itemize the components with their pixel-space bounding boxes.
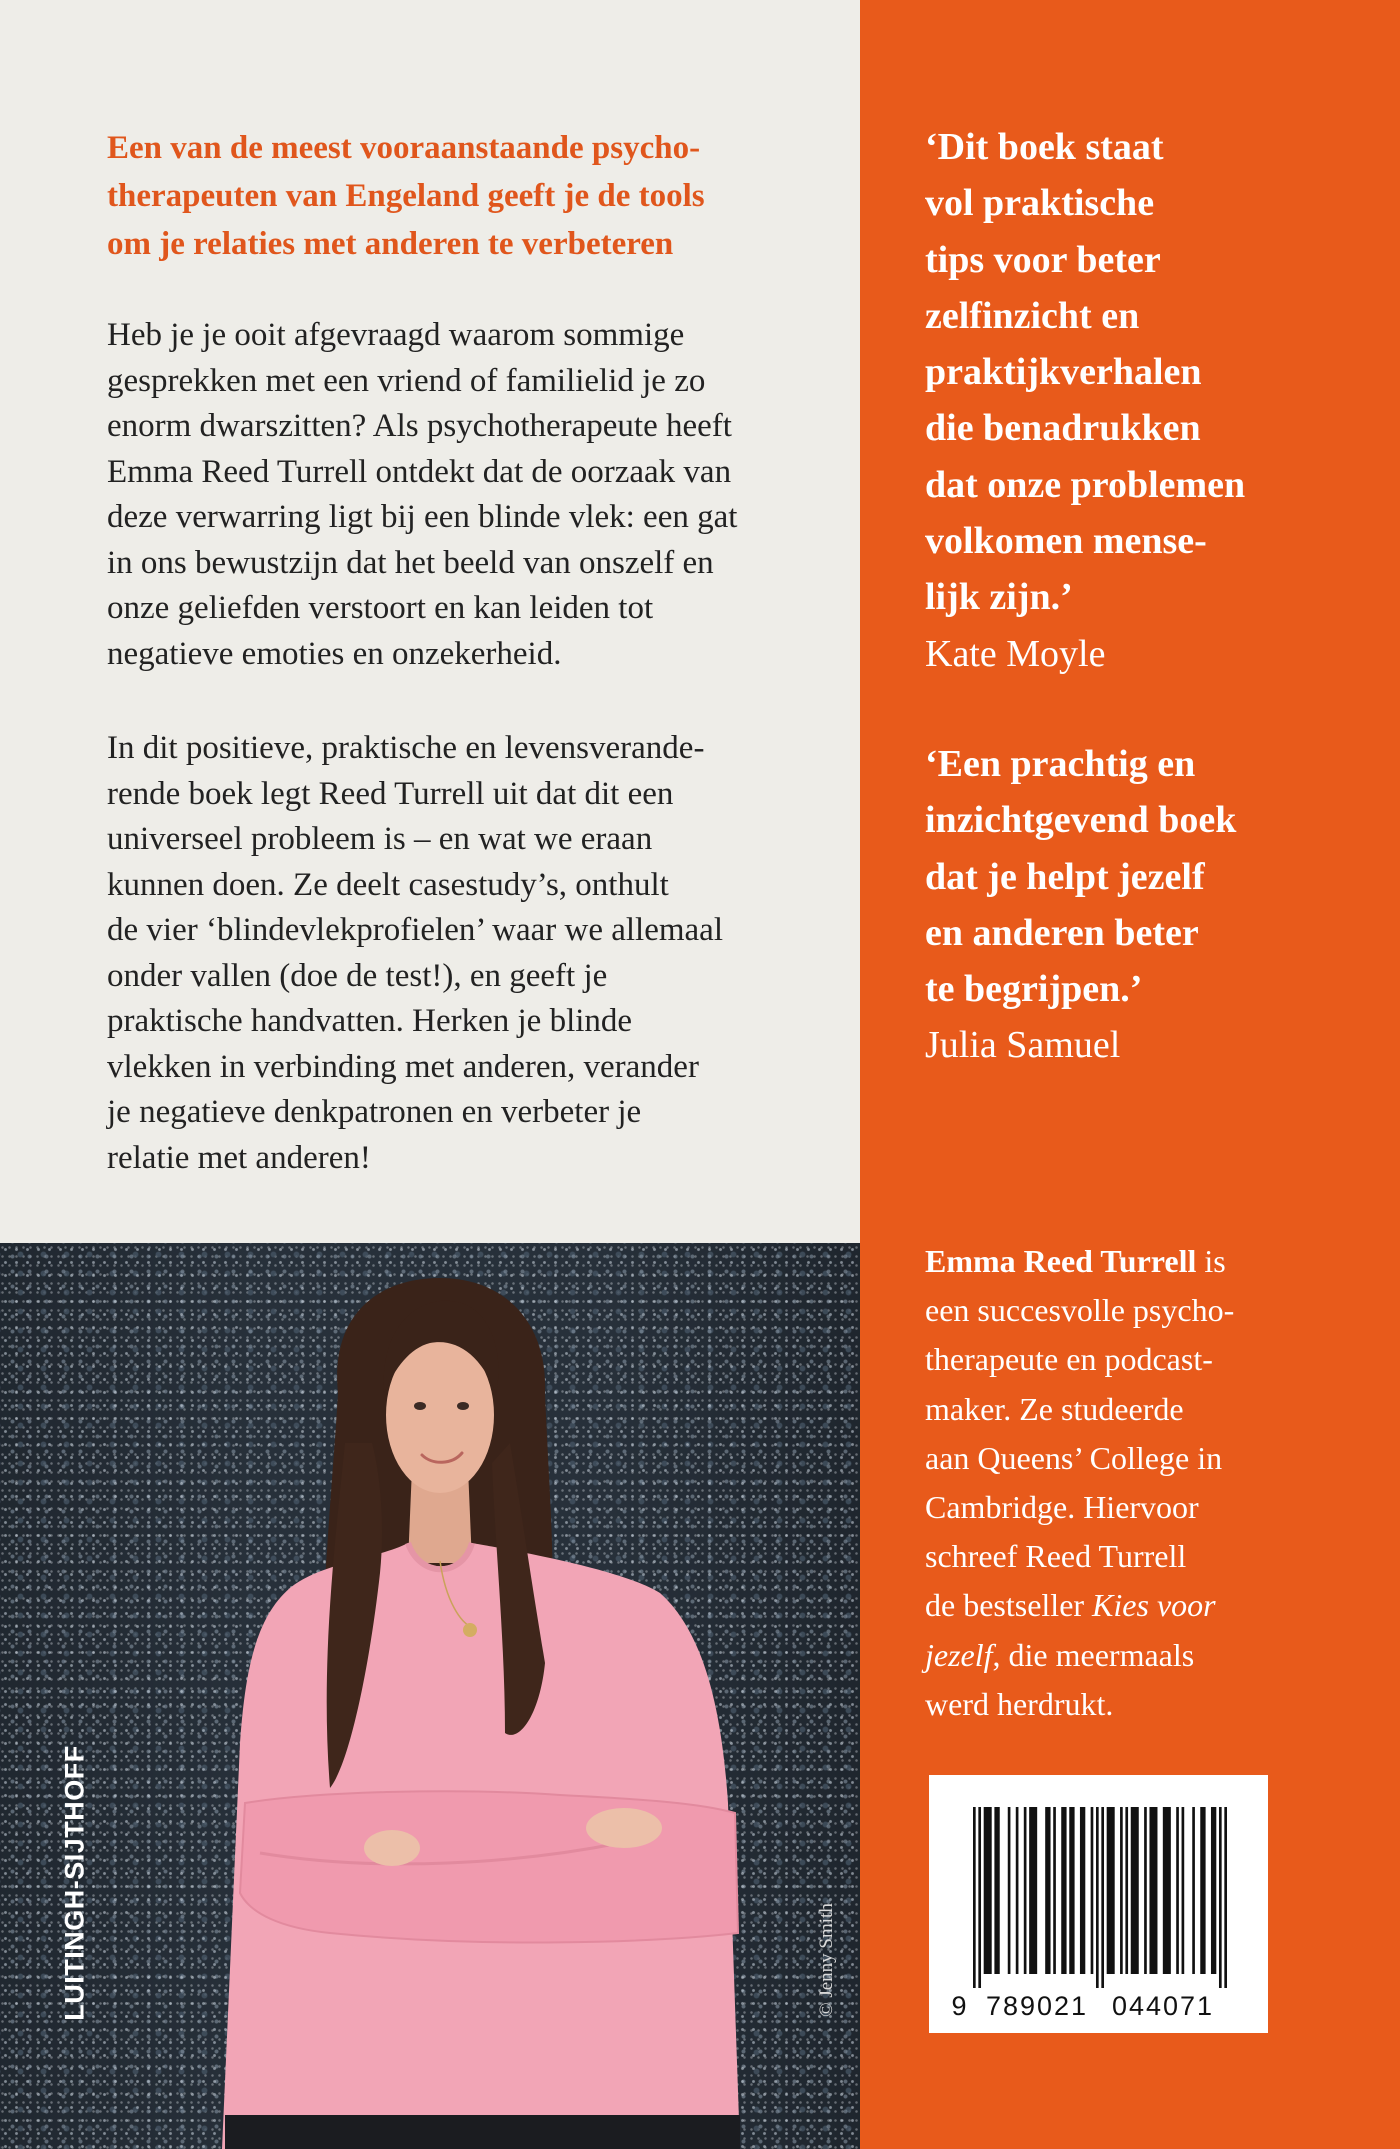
italic-text-run: Kies voor [1092,1587,1216,1624]
quote-line: en anderen beter [925,911,1199,954]
paragraph-line: onze geliefden verstoort en kan leiden tot [107,590,654,626]
barcode-bar [1131,1807,1139,1974]
bio-line: Cambridge. Hiervoor [925,1489,1199,1526]
quote-text [925,736,1236,1017]
paragraph-line: In dit positieve, praktische en levensverande- [107,730,705,766]
paragraph-line: kunnen doen. Ze deelt casestudy’s, onthult [107,866,669,903]
quote-author: Kate Moyle [925,632,1106,675]
quote-line: zelfinzicht en [925,294,1140,337]
quote-line: praktijkverhalen [925,351,1202,394]
barcode-bar [1080,1807,1085,1974]
quote-line: volkomen mense- [925,520,1207,563]
quote-line: vol praktische [925,182,1155,225]
hand-right [586,1808,662,1848]
eye-left [414,1402,426,1410]
barcode-bar [1192,1807,1195,1974]
quotes-panel [860,0,1400,2149]
paragraph-line: je negatieve denkpatronen en verbeter je [107,1094,642,1130]
barcode-bar [1069,1807,1074,1974]
barcode-bar [1144,1807,1147,1974]
bold-text-run: Emma Reed Turrell [925,1243,1197,1279]
paragraph-line: gesprekken met een vriend of familielid je zo [107,362,706,399]
italic-text-run: jezelf [925,1636,993,1673]
quote-line: dat onze problemen [925,463,1246,506]
headline-line: therapeuten van Engeland geeft je de tools [107,178,705,214]
barcode-bar [1061,1807,1066,1974]
paragraph-line: Emma Reed Turrell ontdekt dat de oorzaak van [107,453,732,490]
paragraph-line: rende boek legt Reed Turrell uit dat dit een [107,775,674,812]
barcode-bar [994,1807,999,1974]
barcode-bar [1211,1807,1216,1974]
barcode-digits-right: 044071 [1111,1991,1215,2021]
headline [107,124,705,268]
paragraph-line: praktische handvatten. Herken je blinde [107,1003,633,1039]
barcode-bar [984,1807,992,1974]
paragraph-line: deze verwarring ligt bij een blinde vlek: een gat [107,499,738,535]
publisher-logo: LUITINGH-SIJTHOFF [59,1745,90,2021]
trousers [225,2115,740,2149]
review-quote [925,119,1245,682]
barcode-bar [1091,1807,1094,1974]
bio-line [925,1237,1234,1286]
barcode-bar [1200,1807,1205,1974]
paragraph-line: vlekken in verbinding met anderen, verander [107,1048,699,1085]
author-photo [0,1243,860,2149]
author-portrait [0,1243,860,2149]
quote-line: lijk zijn.’ [925,576,1073,619]
hand-left [364,1830,420,1866]
bio-line: therapeute en podcast- [925,1341,1213,1378]
quote-text [925,119,1245,626]
barcode-bar [1219,1807,1222,1988]
barcode-digits-left: 789021 [985,1991,1089,2021]
quote-line: die benadrukken [925,407,1201,450]
quote-author: Julia Samuel [925,1024,1121,1067]
barcode-bar [1125,1807,1128,1974]
blurb-paragraph [107,313,737,677]
paragraph-line: negatieve emoties en onzekerheid. [107,635,562,672]
headline-line: Een van de meest vooraanstaande psycho- [107,130,701,166]
headline-line: om je relaties met anderen te verbeteren [107,226,674,262]
barcode-bars [973,1807,1227,1988]
bio-line: schreef Reed Turrell [925,1538,1187,1575]
necklace-pendant [463,1623,477,1637]
text-run: de bestseller [925,1587,1093,1624]
paragraph-line: enorm dwarszitten? Als psychotherapeute heeft [107,408,732,444]
crossed-arms [240,1791,738,1942]
author-bio [925,1237,1234,1729]
barcode-bar [1182,1807,1185,1974]
barcode-bar [1016,1807,1019,1974]
bio-line [925,1581,1234,1630]
text-run: is [1196,1243,1226,1279]
quote-line: tips voor beter [925,238,1161,281]
barcode [929,1775,1268,2033]
quote-line: dat je helpt jezelf [925,855,1205,898]
paragraph-line: in ons bewustzijn dat het beeld van onszelf en [107,544,714,581]
quote-line: ‘Een prachtig en [925,743,1196,785]
barcode-bar [973,1807,976,1988]
barcode-bar [1029,1807,1037,1974]
paragraph-line: relatie met anderen! [107,1139,371,1176]
barcode-bar [1053,1807,1056,1974]
paragraph-line: Heb je je ooit afgevraagd waarom sommige [107,317,685,353]
barcode-bar [1224,1807,1227,1988]
barcode-bar [978,1807,981,1988]
blurb-panel [0,0,860,1243]
barcode-bar [1163,1807,1171,1974]
paragraph-line: onder vallen (doe de test!), en geeft je [107,957,608,994]
bio-line: een succesvolle psycho- [925,1292,1235,1329]
bio-line: aan Queens’ College in [925,1439,1223,1476]
barcode-bar [1096,1807,1099,1988]
quote-line: ‘Dit boek staat [925,126,1164,168]
paragraph-line: de vier ‘blindevlekprofielen’ waar we allemaal [107,912,723,948]
barcode-bar [1045,1807,1050,1974]
bio-line [925,1631,1234,1680]
quote-line: te begrijpen.’ [925,968,1143,1011]
bio-line: werd herdrukt. [925,1685,1114,1722]
bio-line: maker. Ze studeerde [925,1390,1184,1427]
barcode-bar [1024,1807,1027,1974]
barcode-bar [1107,1807,1115,1974]
barcode-bar [1008,1807,1011,1974]
barcode-bar [1101,1807,1104,1988]
barcode-bar [1176,1807,1179,1974]
photo-credit: © Jenny Smith [816,1903,837,2017]
eye-right [457,1402,469,1410]
barcode-bar [1120,1807,1123,1974]
blurb-paragraph [107,726,723,1181]
barcode-bar [1149,1807,1157,1974]
text-run: , die meermaals [992,1636,1195,1673]
quote-line: inzichtgevend boek [925,799,1237,842]
paragraph-line: universeel probleem is – en wat we eraan [107,821,653,857]
review-quote [925,736,1236,1074]
barcode-graphic [929,1775,1268,2033]
barcode-digit-lead: 9 [951,1991,969,2021]
